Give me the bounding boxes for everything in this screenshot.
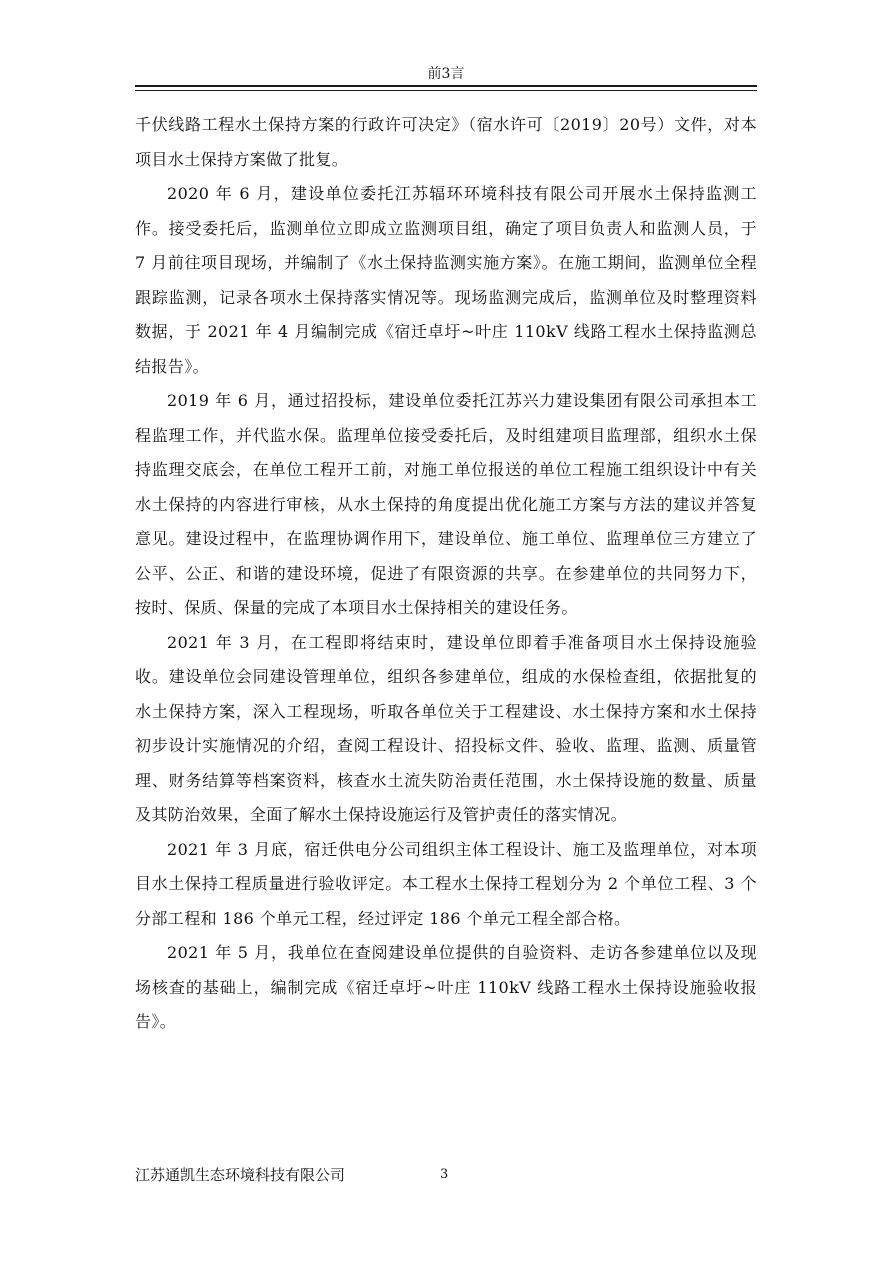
paragraph-report-completion: 2021 年 5 月，我单位在查阅建设单位提供的自验资料、走访各参建单位以及现场核查的基础上，编制完成《宿迁卓圩~叶庄 110kV 线路工程水土保持设施验收报告》。 [135, 943, 757, 1031]
paragraph-quality-evaluation: 2021 年 3 月底，宿迁供电分公司组织主体工程设计、施工及监理单位，对本项目水土保持工程质量进行验收评定。本工程水土保持工程划分为 2 个单位工程、3 个分部工程和 186 个单元工程，经过评定 186 个单元工程全部合格。 [135, 839, 757, 928]
document-body [135, 108, 757, 1040]
footer-page-number: 3 [440, 1167, 449, 1182]
paragraph-monitoring: 2020 年 6 月，建设单位委托江苏辐环环境科技有限公司开展水土保持监测工作。接受委托后，监测单位立即成立监测项目组，确定了项目负责人和监测人员，于 7 月前往项目现场，并编制了《水土保持监测实施方案》。在施工期间，监测单位全程跟踪监测，记录各项水土保持落实情况等。现场监测完成后，监测单位及时整理资料数据，于 2021 年 4 月编制完成《宿迁卓圩~叶庄 110kV 线路工程水土保持监测总结报告》。 [135, 184, 757, 376]
header-rule-thick [135, 85, 757, 87]
paragraph-acceptance-preparation: 2021 年 3 月，在工程即将结束时，建设单位即着手准备项目水土保持设施验收。建设单位会同建设管理单位，组织各参建单位，组成的水保检查组，依据批复的水土保持方案，深入工程现场，听取各单位关于工程建设、水土保持方案和水土保持初步设计实施情况的介绍，查阅工程设计、招投标文件、验收、监理、监测、质量管理、财务结算等档案资料，核查水土流失防治责任范围，水土保持设施的数量、质量及其防治效果，全面了解水土保持设施运行及管护责任的落实情况。 [135, 632, 757, 824]
header-rule-thin [135, 90, 757, 91]
paragraph-supervision: 2019 年 6 月，通过招投标，建设单位委托江苏兴力建设集团有限公司承担本工程监理工作，并代监水保。监理单位接受委托后，及时组建项目监理部，组织水土保持监理交底会，在单位工程开工前，对施工单位报送的单位工程施工组织设计中有关水土保持的内容进行审核，从水土保持的角度提出优化施工方案与方法的建议并答复意见。建设过程中，在监理协调作用下，建设单位、施工单位、监理单位三方建立了公平、公正、和谐的建设环境，促进了有限资源的共享。在参建单位的共同努力下，按时、保质、保量的完成了本项目水土保持相关的建设任务。 [135, 391, 757, 617]
footer-company-name: 江苏通凯生态环境科技有限公司 [135, 1166, 346, 1184]
paragraph-continuation: 千伏线路工程水土保持方案的行政许可决定》（宿水许可〔2019〕20号）文件，对本项目水土保持方案做了批复。 [135, 115, 757, 169]
page-header-title: 前3言 [427, 66, 465, 82]
